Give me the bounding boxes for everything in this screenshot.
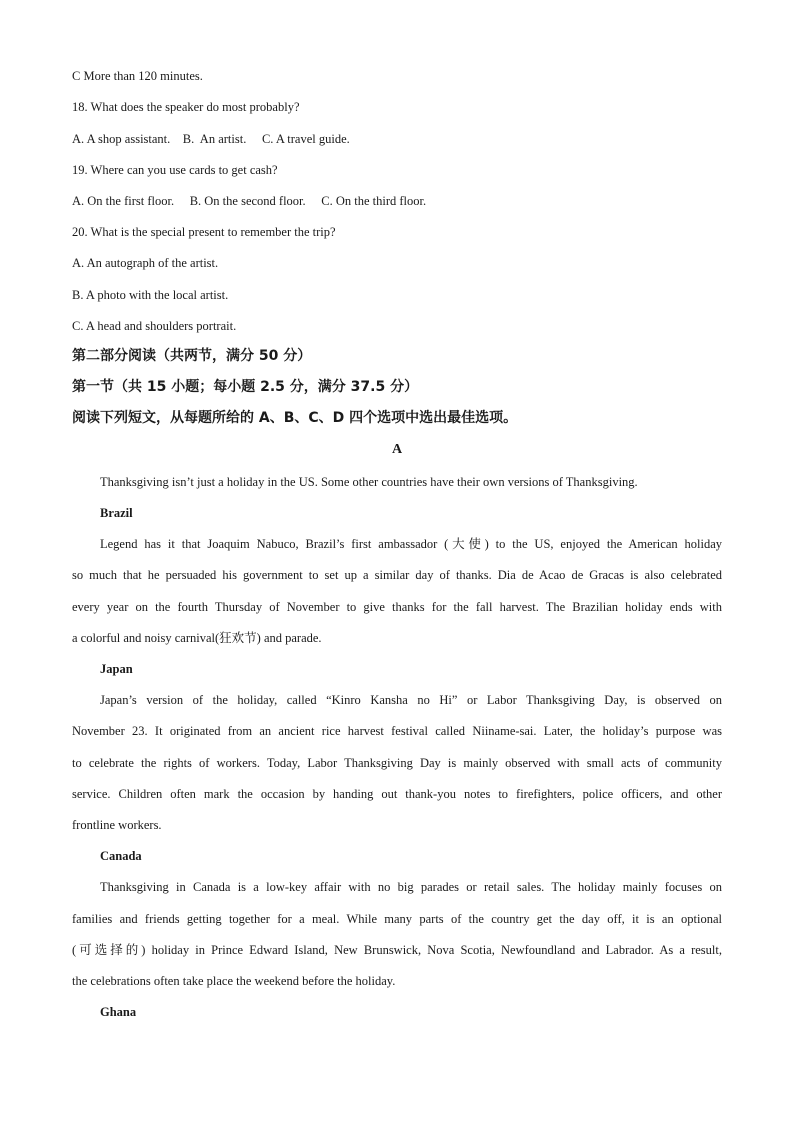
canada-line: families and friends getting together for a meal. While many parts of the country get the day off, it is an optional <box>72 912 722 926</box>
canada-line: Thanksgiving in Canada is a low-key affair with no big parades or retail sales. The holiday mainly focuses on <box>100 880 722 894</box>
q20-question: 20. What is the special present to remember the trip? <box>72 225 336 239</box>
japan-line: frontline workers. <box>72 818 162 832</box>
passage-intro: Thanksgiving isn’t just a holiday in the US. Some other countries have their own versions of Thanksgiving. <box>100 475 638 489</box>
japan-line: November 23. It originated from an ancient rice harvest festival called Niiname-sai. Later, the holiday’s purpose was <box>72 724 722 738</box>
q19-options: A. On the first floor. B. On the second floor. C. On the third floor. <box>72 194 427 208</box>
brazil-line: a colorful and noisy carnival(狂欢节) and parade. <box>72 631 322 645</box>
ghana-heading: Ghana <box>100 1005 137 1019</box>
japan-line: Japan’s version of the holiday, called “Kinro Kansha no Hi” or Labor Thanksgiving Day, is observed on <box>100 693 722 707</box>
brazil-heading: Brazil <box>100 506 133 520</box>
q20-option-b: B. A photo with the local artist. <box>72 288 229 302</box>
canada-heading: Canada <box>100 849 142 863</box>
q19-question: 19. Where can you use cards to get cash? <box>72 163 278 177</box>
part2-header: 第二部分阅读（共两节，满分 50 分） <box>72 348 312 364</box>
canada-line: (可选择的) holiday in Prince Edward Island, New Brunswick, Nova Scotia, Newfoundland and Labrador. As a result, <box>72 943 722 957</box>
q18-options: A. A shop assistant. B. An artist. C. A travel guide. <box>72 132 350 146</box>
brazil-line: every year on the fourth Thursday of November to give thanks for the fall harvest. The Brazilian holiday ends with <box>72 600 722 614</box>
section1-header: 第一节（共 15 小题；每小题 2.5 分，满分 37.5 分） <box>72 379 419 395</box>
japan-line: to celebrate the rights of workers. Today, Labor Thanksgiving Day is mainly observed with small acts of community <box>72 756 722 770</box>
q17-option-c: C More than 120 minutes. <box>72 69 203 83</box>
japan-heading: Japan <box>100 662 133 676</box>
japan-line: service. Children often mark the occasion by handing out thank-you notes to firefighters, police officers, and other <box>72 787 722 801</box>
brazil-line: so much that he persuaded his government to set up a similar day of thanks. Dia de Acao de Gracas is also celebrated <box>72 568 722 582</box>
passage-label: A <box>391 442 403 457</box>
q18-question: 18. What does the speaker do most probably? <box>72 100 300 114</box>
canada-line: the celebrations often take place the weekend before the holiday. <box>72 974 396 988</box>
brazil-line: Legend has it that Joaquim Nabuco, Brazil’s first ambassador (大使) to the US, enjoyed the American holiday <box>100 537 722 551</box>
q20-option-c: C. A head and shoulders portrait. <box>72 319 237 333</box>
reading-instruction: 阅读下列短文，从每题所给的 A、B、C、D 四个选项中选出最佳选项。 <box>72 410 518 426</box>
q20-option-a: A. An autograph of the artist. <box>72 256 219 270</box>
